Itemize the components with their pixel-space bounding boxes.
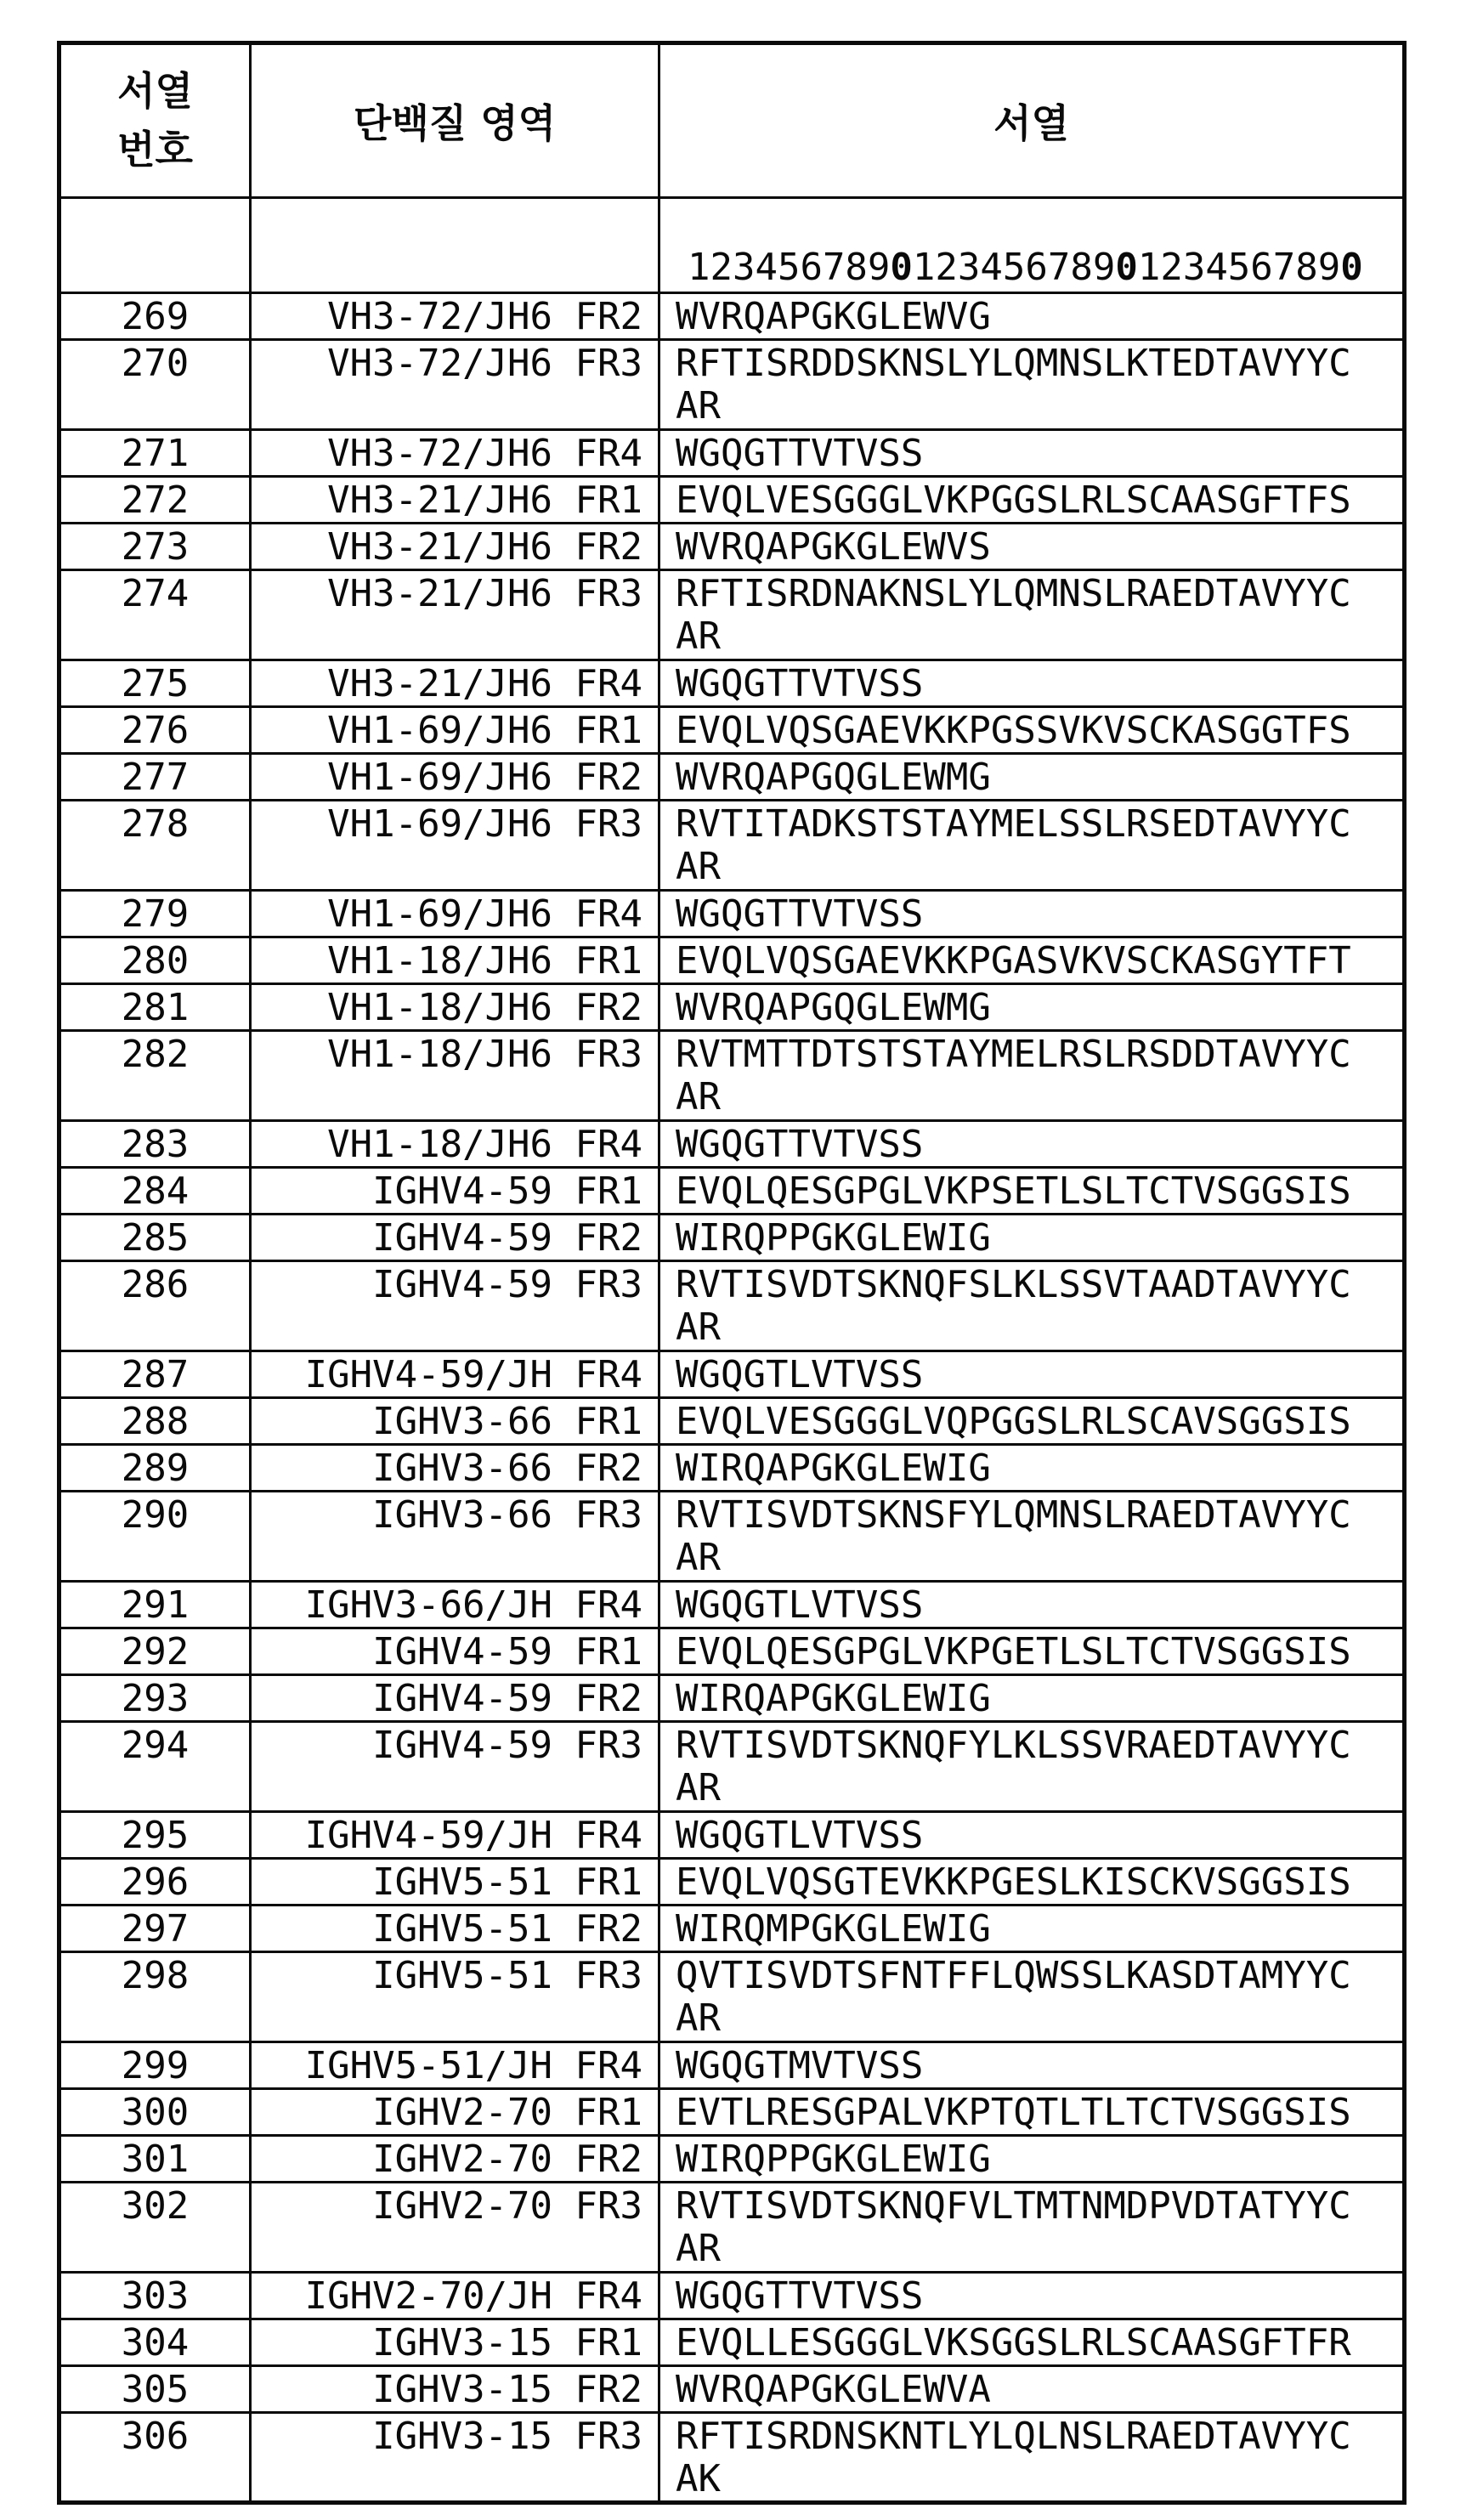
- sequence-cell: [659, 1398, 1405, 1445]
- sequence-line: WGQGTLVTVSS: [676, 1583, 924, 1627]
- sequence-number-cell: 302: [59, 2183, 251, 2273]
- sequence-number-cell: 299: [59, 2042, 251, 2089]
- sequence-line: EVTLRESGPALVKPTQTLTLTCTVSGGSIS: [676, 2091, 1351, 2134]
- sequence-cell: [659, 1492, 1405, 1582]
- sequence-line: AR: [676, 2227, 721, 2270]
- sequence-number-cell: 272: [59, 477, 251, 524]
- sequence-number-cell: 269: [59, 293, 251, 340]
- sequence-line: WVRQAPGKGLEWVG: [676, 295, 991, 338]
- table-row: [59, 1398, 1405, 1445]
- sequence-line: WVRQAPGKGLEWVS: [676, 525, 991, 569]
- sequence-line: WGQGTTVTVSS: [676, 432, 924, 475]
- protein-region-cell: VH3-21/JH6 FR2: [251, 524, 659, 570]
- sequence-cell: [659, 937, 1405, 984]
- sequence-cell: [659, 1351, 1405, 1398]
- sequence-line: RFTISRDNSKNTLYLQLNSLRAEDTAVYYC: [676, 2415, 1351, 2458]
- table-row: [59, 1492, 1405, 1582]
- sequence-cell: [659, 2042, 1405, 2089]
- sequence-line: AR: [676, 614, 721, 658]
- sequence-cell: [659, 1906, 1405, 1952]
- table-row: [59, 1582, 1405, 1628]
- table-row: [59, 430, 1405, 477]
- sequence-number-cell: 298: [59, 1952, 251, 2042]
- sequence-line: RVTISVDTSKNQFSLKLSSVTAADTAVYYC: [676, 1263, 1351, 1306]
- table-row: [59, 1031, 1405, 1121]
- table-row: [59, 937, 1405, 984]
- sequence-cell: [659, 524, 1405, 570]
- sequence-cell: [659, 570, 1405, 660]
- sequence-cell: [659, 2136, 1405, 2183]
- protein-region-cell: IGHV2-70 FR2: [251, 2136, 659, 2183]
- sequence-cell: [659, 1582, 1405, 1628]
- table-row: [59, 801, 1405, 891]
- sequence-cell: [659, 1445, 1405, 1492]
- sequence-cell: [659, 1722, 1405, 1812]
- sequence-line: EVQLVESGGGLVQPGGSLRLSCAVSGGSIS: [676, 1400, 1351, 1443]
- sequence-cell: [659, 340, 1405, 430]
- sequence-number-cell: 287: [59, 1351, 251, 1398]
- sequence-cell: [659, 1215, 1405, 1261]
- sequence-line: WGQGTLVTVSS: [676, 1353, 924, 1396]
- table-row: [59, 2089, 1405, 2136]
- protein-region-cell: IGHV4-59/JH FR4: [251, 1351, 659, 1398]
- table-row: [59, 1675, 1405, 1722]
- col-header-sequence-number-line2: 번호: [117, 127, 193, 173]
- sequence-cell: [659, 1859, 1405, 1906]
- sequence-line: EVQLQESGPGLVKPSETLSLTCTVSGGSIS: [676, 1169, 1351, 1213]
- sequence-line: EVQLQESGPGLVKPGETLSLTCTVSGGSIS: [676, 1630, 1351, 1673]
- ruler-row: [59, 198, 1405, 293]
- table-row: [59, 1722, 1405, 1812]
- protein-region-cell: VH1-18/JH6 FR4: [251, 1121, 659, 1168]
- table-row: [59, 524, 1405, 570]
- sequence-number-cell: 278: [59, 801, 251, 891]
- ruler-digits: 123456789: [912, 246, 1116, 289]
- protein-region-cell: VH1-69/JH6 FR4: [251, 891, 659, 937]
- table-row: [59, 707, 1405, 754]
- sequence-number-cell: 288: [59, 1398, 251, 1445]
- ruler-digits: 123456789: [1137, 246, 1341, 289]
- table-row: [59, 1215, 1405, 1261]
- sequence-cell: [659, 1121, 1405, 1168]
- sequence-cell: [659, 2089, 1405, 2136]
- sequence-cell: [659, 477, 1405, 524]
- sequence-cell: [659, 754, 1405, 801]
- protein-region-cell: IGHV2-70 FR1: [251, 2089, 659, 2136]
- sequence-number-cell: 276: [59, 707, 251, 754]
- table-row: [59, 1906, 1405, 1952]
- protein-region-cell: IGHV2-70 FR3: [251, 2183, 659, 2273]
- protein-region-cell: IGHV4-59 FR2: [251, 1675, 659, 1722]
- protein-region-cell: VH3-72/JH6 FR2: [251, 293, 659, 340]
- sequence-number-cell: 285: [59, 1215, 251, 1261]
- protein-region-cell: IGHV2-70/JH FR4: [251, 2273, 659, 2319]
- sequence-number-cell: 280: [59, 937, 251, 984]
- sequence-cell: [659, 2366, 1405, 2413]
- protein-region-cell: IGHV3-66 FR2: [251, 1445, 659, 1492]
- table-row: [59, 660, 1405, 707]
- sequence-line: WGQGTTVTVSS: [676, 892, 924, 936]
- sequence-line: WGQGTTVTVSS: [676, 662, 924, 705]
- sequence-number-cell: 294: [59, 1722, 251, 1812]
- table-row: [59, 754, 1405, 801]
- sequence-line: RVTISVDTSKNSFYLQMNSLRAEDTAVYYC: [676, 1493, 1351, 1537]
- sequence-line: EVQLVQSGAEVKKPGSSVKVSCKASGGTFS: [676, 709, 1351, 752]
- sequence-cell: [659, 984, 1405, 1031]
- protein-region-cell: IGHV4-59 FR2: [251, 1215, 659, 1261]
- protein-region-cell: IGHV4-59 FR3: [251, 1722, 659, 1812]
- protein-region-cell: VH3-72/JH6 FR3: [251, 340, 659, 430]
- sequence-cell: [659, 2413, 1405, 2503]
- col-header-sequence: 서열: [659, 43, 1405, 198]
- protein-region-cell: VH3-21/JH6 FR1: [251, 477, 659, 524]
- sequence-cell: [659, 1812, 1405, 1859]
- table-header-row: [59, 43, 1405, 198]
- ruler-zero-bold: 0: [1340, 246, 1363, 289]
- sequence-number-cell: 279: [59, 891, 251, 937]
- sequence-line: EVQLVESGGGLVKPGGSLRLSCAASGFTFS: [676, 479, 1351, 522]
- protein-region-cell: IGHV4-59 FR3: [251, 1261, 659, 1351]
- table-row: [59, 477, 1405, 524]
- protein-region-cell: IGHV3-15 FR1: [251, 2319, 659, 2366]
- sequence-line: AR: [676, 384, 721, 428]
- sequence-line: AR: [676, 1536, 721, 1579]
- protein-region-cell: IGHV3-66 FR3: [251, 1492, 659, 1582]
- sequence-line: WVRQAPGQGLEWMG: [676, 756, 991, 799]
- sequence-cell: [659, 293, 1405, 340]
- protein-region-cell: VH1-69/JH6 FR1: [251, 707, 659, 754]
- table-row: [59, 1121, 1405, 1168]
- position-ruler: [659, 198, 1405, 293]
- sequence-number-cell: 292: [59, 1628, 251, 1675]
- table-row: [59, 1351, 1405, 1398]
- sequence-line: EVQLVQSGTEVKKPGESLKISCKVSGGSIS: [676, 1860, 1351, 1904]
- table-body: [59, 198, 1405, 2503]
- sequence-cell: [659, 1675, 1405, 1722]
- table-row: [59, 2183, 1405, 2273]
- ruler-zero-bold: 0: [1115, 246, 1138, 289]
- sequence-line: AK: [676, 2457, 721, 2500]
- sequence-cell: [659, 801, 1405, 891]
- protein-region-cell: IGHV4-59 FR1: [251, 1628, 659, 1675]
- sequence-number-cell: 275: [59, 660, 251, 707]
- sequence-number-cell: 283: [59, 1121, 251, 1168]
- table-row: [59, 1952, 1405, 2042]
- protein-region-cell: VH1-18/JH6 FR3: [251, 1031, 659, 1121]
- table-row: [59, 1445, 1405, 1492]
- sequence-line: WGQGTMVTVSS: [676, 2044, 924, 2087]
- sequence-number-cell: 305: [59, 2366, 251, 2413]
- sequence-line: AR: [676, 845, 721, 888]
- sequence-number-cell: 291: [59, 1582, 251, 1628]
- protein-region-cell: VH3-21/JH6 FR3: [251, 570, 659, 660]
- sequence-line: WIRQAPGKGLEWIG: [676, 1677, 991, 1720]
- sequence-number-cell: 306: [59, 2413, 251, 2503]
- sequence-cell: [659, 1628, 1405, 1675]
- protein-region-cell: VH3-72/JH6 FR4: [251, 430, 659, 477]
- sequence-line: QVTISVDTSFNTFFLQWSSLKASDTAMYYC: [676, 1954, 1351, 1997]
- protein-region-cell: VH1-69/JH6 FR3: [251, 801, 659, 891]
- sequence-line: EVQLLESGGGLVKSGGSLRLSCAASGFTFR: [676, 2321, 1351, 2364]
- table-row: [59, 984, 1405, 1031]
- sequence-line: AR: [676, 1766, 721, 1809]
- sequence-cell: [659, 707, 1405, 754]
- sequence-number-cell: 290: [59, 1492, 251, 1582]
- protein-region-cell: IGHV3-15 FR3: [251, 2413, 659, 2503]
- sequence-line: WGQGTTVTVSS: [676, 1123, 924, 1166]
- sequence-cell: [659, 1952, 1405, 2042]
- sequence-line: AR: [676, 1305, 721, 1349]
- table-row: [59, 1859, 1405, 1906]
- sequence-number-cell: 304: [59, 2319, 251, 2366]
- sequence-line: EVQLVQSGAEVKKPGASVKVSCKASGYTFT: [676, 939, 1351, 983]
- table-row: [59, 1628, 1405, 1675]
- sequence-cell: [659, 660, 1405, 707]
- table-row: [59, 2366, 1405, 2413]
- sequence-line: RVTITADKSTSTAYMELSSLRSEDTAVYYC: [676, 802, 1351, 846]
- sequence-listing-table: [57, 41, 1407, 2505]
- table-row: [59, 2136, 1405, 2183]
- sequence-cell: [659, 2273, 1405, 2319]
- sequence-number-cell: 289: [59, 1445, 251, 1492]
- table-row: [59, 2042, 1405, 2089]
- sequence-cell: [659, 430, 1405, 477]
- sequence-line: WIRQMPGKGLEWIG: [676, 1907, 991, 1951]
- col-header-protein-region: 단백질 영역: [251, 43, 659, 198]
- sequence-line: WGQGTLVTVSS: [676, 1814, 924, 1857]
- sequence-line: AR: [676, 1075, 721, 1118]
- sequence-number-cell: 274: [59, 570, 251, 660]
- sequence-line: WGQGTTVTVSS: [676, 2274, 924, 2318]
- sequence-line: WVRQAPGQGLEWMG: [676, 986, 991, 1029]
- ruler-zero-bold: 0: [890, 246, 913, 289]
- sequence-number-cell: 300: [59, 2089, 251, 2136]
- col-header-sequence-number-line1: 서열: [117, 68, 193, 114]
- sequence-number-cell: 295: [59, 1812, 251, 1859]
- protein-region-cell: IGHV4-59/JH FR4: [251, 1812, 659, 1859]
- protein-region-cell: VH3-21/JH6 FR4: [251, 660, 659, 707]
- protein-region-cell: VH1-18/JH6 FR1: [251, 937, 659, 984]
- sequence-number-cell: 281: [59, 984, 251, 1031]
- protein-region-cell: VH1-18/JH6 FR2: [251, 984, 659, 1031]
- protein-region-cell: IGHV3-66 FR1: [251, 1398, 659, 1445]
- ruler-row-empty-cell-2: [251, 198, 659, 293]
- sequence-number-cell: 270: [59, 340, 251, 430]
- sequence-number-cell: 293: [59, 1675, 251, 1722]
- sequence-number-cell: 303: [59, 2273, 251, 2319]
- sequence-line: RVTISVDTSKNQFYLKLSSVRAEDTAVYYC: [676, 1724, 1351, 1767]
- sequence-number-cell: 297: [59, 1906, 251, 1952]
- sequence-number-cell: 282: [59, 1031, 251, 1121]
- table-row: [59, 340, 1405, 430]
- sequence-line: WIRQPPGKGLEWIG: [676, 1216, 991, 1260]
- sequence-cell: [659, 2319, 1405, 2366]
- sequence-cell: [659, 1031, 1405, 1121]
- sequence-line: RVTISVDTSKNQFVLTMTNMDPVDTATYYC: [676, 2184, 1351, 2228]
- protein-region-cell: IGHV5-51 FR3: [251, 1952, 659, 2042]
- sequence-line: RFTISRDNAKNSLYLQMNSLRAEDTAVYYC: [676, 572, 1351, 615]
- sequence-line: WIRQPPGKGLEWIG: [676, 2138, 991, 2181]
- sequence-number-cell: 286: [59, 1261, 251, 1351]
- sequence-line: RFTISRDDSKNSLYLQMNSLKTEDTAVYYC: [676, 342, 1351, 385]
- sequence-cell: [659, 2183, 1405, 2273]
- table-row: [59, 2319, 1405, 2366]
- protein-region-cell: IGHV3-15 FR2: [251, 2366, 659, 2413]
- ruler-row-empty-cell-1: [59, 198, 251, 293]
- sequence-number-cell: 277: [59, 754, 251, 801]
- protein-region-cell: IGHV5-51/JH FR4: [251, 2042, 659, 2089]
- sequence-number-cell: 271: [59, 430, 251, 477]
- protein-region-cell: IGHV5-51 FR2: [251, 1906, 659, 1952]
- sequence-line: RVTMTTDTSTSTAYMELRSLRSDDTAVYYC: [676, 1033, 1351, 1076]
- table-row: [59, 1168, 1405, 1215]
- ruler-digits: 123456789: [688, 246, 891, 289]
- sequence-line: WIRQAPGKGLEWIG: [676, 1447, 991, 1490]
- sequence-cell: [659, 1261, 1405, 1351]
- sequence-line: WVRQAPGKGLEWVA: [676, 2368, 991, 2411]
- sequence-line: AR: [676, 1996, 721, 2040]
- col-header-sequence-number: [59, 43, 251, 198]
- table-row: [59, 2413, 1405, 2503]
- sequence-cell: [659, 1168, 1405, 1215]
- table-row: [59, 570, 1405, 660]
- sequence-number-cell: 301: [59, 2136, 251, 2183]
- protein-region-cell: IGHV5-51 FR1: [251, 1859, 659, 1906]
- table-row: [59, 1812, 1405, 1859]
- table-row: [59, 1261, 1405, 1351]
- table-row: [59, 293, 1405, 340]
- protein-region-cell: IGHV4-59 FR1: [251, 1168, 659, 1215]
- sequence-number-cell: 296: [59, 1859, 251, 1906]
- table-row: [59, 2273, 1405, 2319]
- table-row: [59, 891, 1405, 937]
- sequence-number-cell: 284: [59, 1168, 251, 1215]
- sequence-cell: [659, 891, 1405, 937]
- sequence-number-cell: 273: [59, 524, 251, 570]
- protein-region-cell: VH1-69/JH6 FR2: [251, 754, 659, 801]
- protein-region-cell: IGHV3-66/JH FR4: [251, 1582, 659, 1628]
